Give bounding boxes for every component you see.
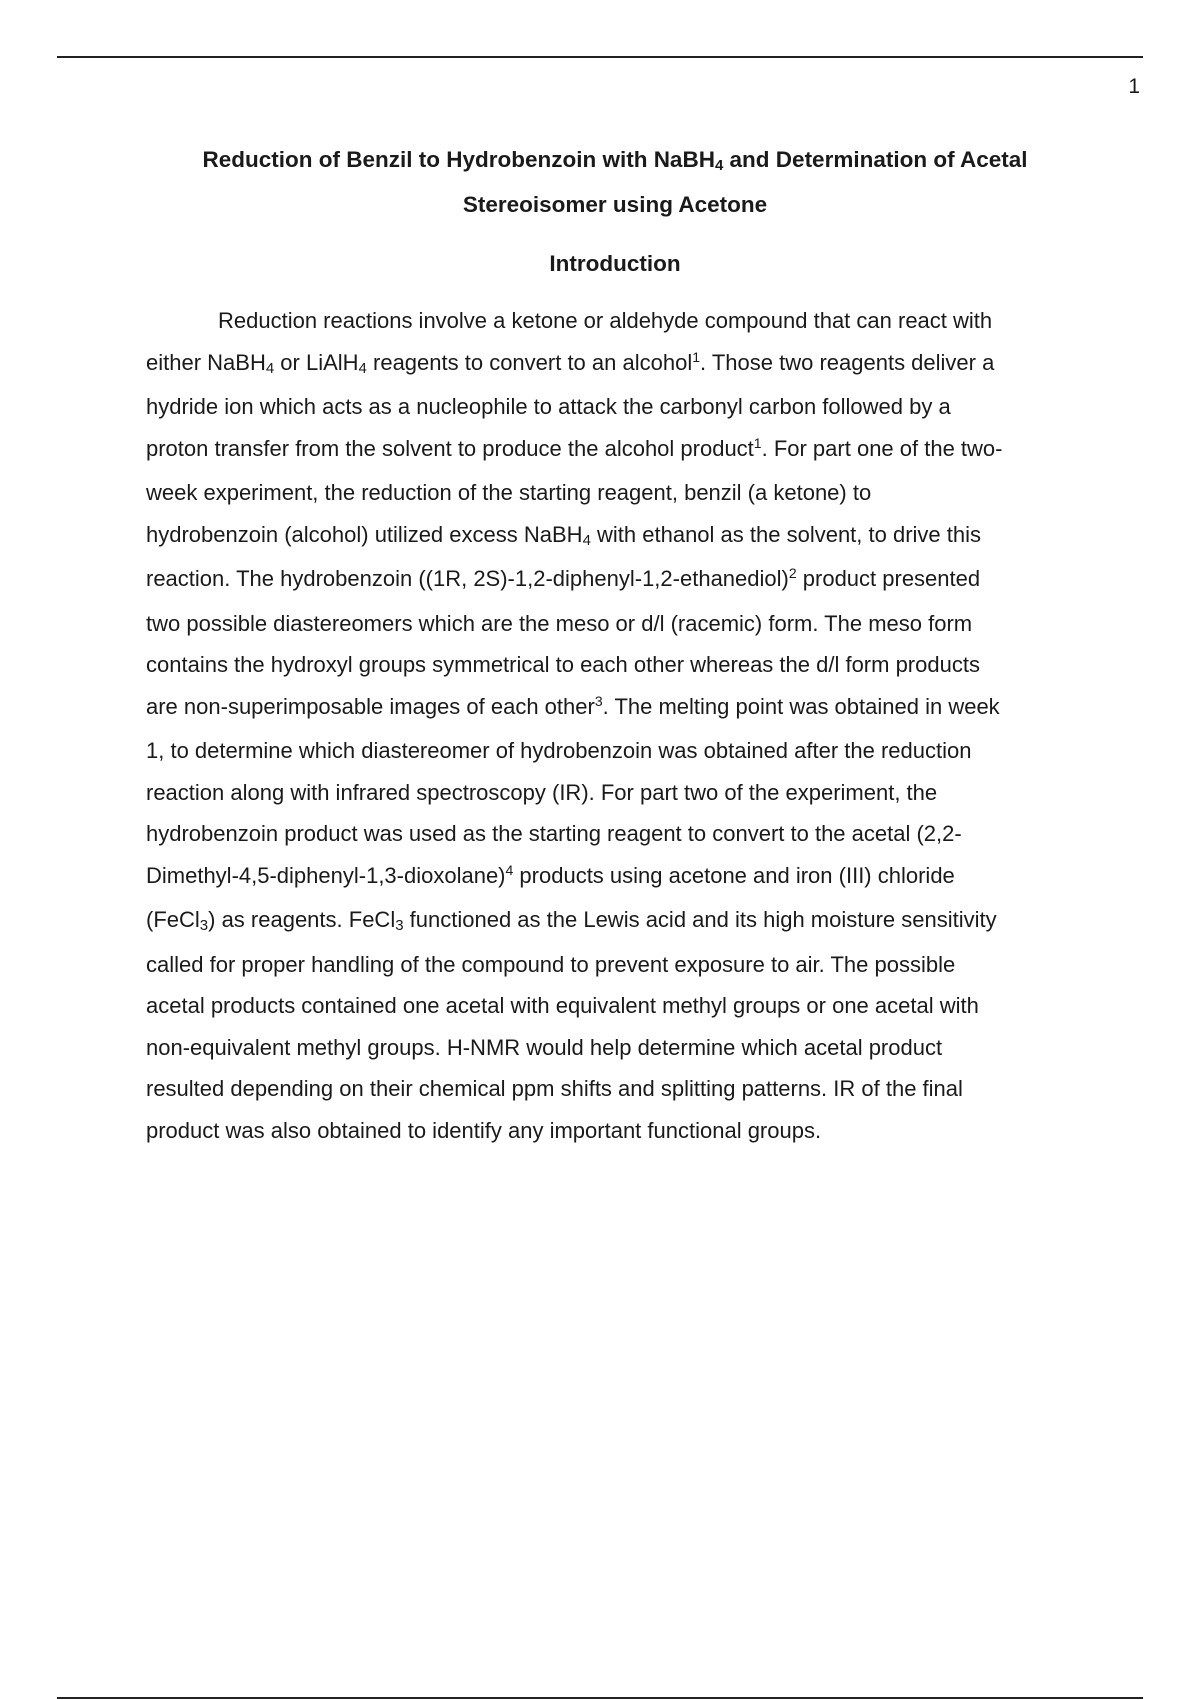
section-heading: Introduction [549, 251, 681, 276]
paragraph-line: resulted depending on their chemical ppm shifts and splitting patterns. IR of the final [146, 1076, 963, 1101]
body-paragraph [146, 300, 1146, 1151]
document-title [150, 139, 1080, 226]
paragraph-line: hydrobenzoin (alcohol) utilized excess NaBH4 with ethanol as the solvent, to drive this [146, 521, 982, 549]
title-line-2: Stereoisomer using Acetone [462, 192, 768, 217]
paragraph-line: reaction along with infrared spectroscopy (IR). For part two of the experiment, the [146, 779, 938, 805]
paragraph-line: week experiment, the reduction of the starting reagent, benzil (a ketone) to [146, 480, 872, 505]
paragraph-line: proton transfer from the solvent to produce the alcohol product$^1$. For part one of the two- [146, 434, 1003, 461]
paragraph-line: 1, to determine which diastereomer of hydrobenzoin was obtained after the reduction [146, 738, 972, 763]
paragraph-line: acetal products contained one acetal with equivalent methyl groups or one acetal with [146, 993, 979, 1018]
paragraph-line: reaction. The hydrobenzoin ((1R, 2S)-1,2-diphenyl-1,2-ethanediol)$^2$ product presented [146, 565, 981, 591]
page-number: 1 [1128, 75, 1140, 98]
paragraph-line: two possible diastereomers which are the meso or d/l (racemic) form. The meso form [146, 610, 973, 636]
paragraph-line: (FeCl3) as reagents. FeCl3 functioned as the Lewis acid and its high moisture sensitivity [146, 907, 997, 934]
paragraph-line: either NaBH4 or LiAlH4 reagents to convert to an alcohol$^1$. Those two reagents deliver a [146, 348, 995, 377]
paragraph-line: contains the hydroxyl groups symmetrical to each other whereas the d/l form products [146, 652, 980, 677]
paragraph-line: are non-superimposable images of each other$^3$. The melting point was obtained in week [146, 692, 1000, 719]
paragraph-line: non-equivalent methyl groups. H-NMR would help determine which acetal product [146, 1034, 943, 1060]
footer-rule [57, 1697, 1143, 1699]
header-rule [57, 56, 1143, 58]
paragraph-line: Reduction reactions involve a ketone or aldehyde compound that can react with [218, 308, 993, 333]
paragraph-line: hydride ion which acts as a nucleophile to attack the carbonyl carbon followed by a [146, 394, 951, 419]
title-line-1: Reduction of Benzil to Hydrobenzoin with NaBH4 and Determination of Acetal [202, 147, 1028, 174]
paragraph-line: product was also obtained to identify any important functional groups. [146, 1117, 822, 1143]
paragraph-line: hydrobenzoin product was used as the starting reagent to convert to the acetal (2,2- [146, 821, 962, 846]
paragraph-line: called for proper handling of the compound to prevent exposure to air. The possible [146, 951, 956, 977]
paragraph-line: Dimethyl-4,5-diphenyl-1,3-dioxolane)$^4$ products using acetone and iron (III) chloride [146, 861, 955, 888]
